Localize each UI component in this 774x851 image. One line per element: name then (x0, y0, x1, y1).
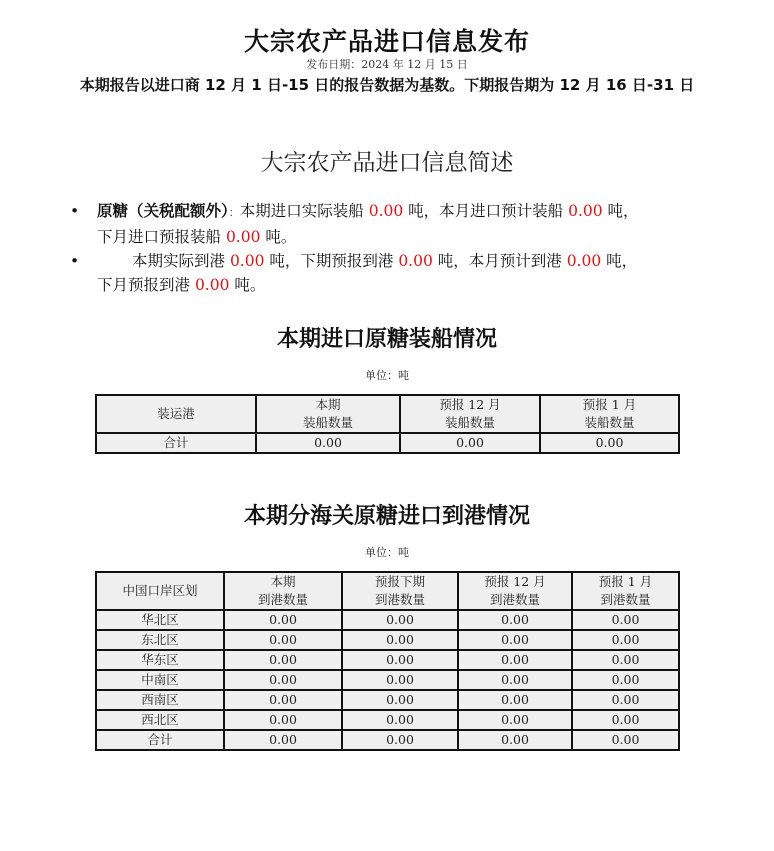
text: 本期进口实际装船 (239, 202, 369, 220)
text: 吨。 (229, 276, 266, 294)
text: 下月进口预报装船 (97, 228, 226, 246)
shipping-table (95, 394, 680, 454)
header-line: 到港数量 (257, 592, 308, 607)
header-cell (224, 572, 342, 610)
cell-value: 0.00 (224, 630, 342, 650)
header-line: 到港数量 (374, 592, 425, 607)
header-cell (458, 572, 572, 610)
header-line: 本期 (270, 574, 296, 589)
cell-value: 0.00 (572, 610, 679, 630)
cell-value: 0.00 (458, 650, 572, 670)
value: 0.00 (229, 252, 265, 270)
cell-value: 0.00 (540, 433, 679, 453)
cell-value: 0.00 (458, 690, 572, 710)
separator: ： (228, 206, 240, 219)
header-cell (256, 395, 400, 433)
cell-value: 0.00 (458, 610, 572, 630)
summary-item-arrival (70, 249, 730, 297)
row-label: 合计 (96, 433, 256, 453)
value: 0.00 (194, 276, 230, 294)
text: 吨， (602, 202, 639, 220)
header-cell (572, 572, 679, 610)
cell-value: 0.00 (572, 710, 679, 730)
value: 0.00 (398, 252, 433, 270)
header-cell: 中国口岸区划 (96, 572, 224, 610)
arrival-table (95, 571, 680, 751)
text: 本期实际到港 (132, 252, 230, 270)
header-line: 预报 12 月 (484, 574, 546, 589)
cell-value: 0.00 (342, 650, 458, 670)
header-line: 预报 1 月 (582, 397, 637, 412)
header-line: 到港数量 (489, 592, 540, 607)
header-cell (540, 395, 679, 433)
cell-value: 0.00 (342, 730, 458, 750)
arrival-section-title: 本期分海关原糖进口到港情况 (243, 504, 530, 529)
table-row (96, 670, 679, 690)
table-row (96, 433, 679, 453)
summary-item-shipping (70, 199, 730, 249)
arrival-unit: 单位：吨 (365, 546, 409, 559)
text: 吨。 (260, 228, 297, 246)
header-cell (342, 572, 458, 610)
cell-value: 0.00 (224, 690, 342, 710)
header-line: 装船数量 (584, 415, 635, 430)
header-line: 到港数量 (600, 592, 651, 607)
value: 0.00 (368, 202, 404, 220)
shipping-section-title: 本期进口原糖装船情况 (276, 327, 497, 352)
shipping-unit: 单位：吨 (365, 369, 409, 382)
table-row (96, 610, 679, 630)
cell-value: 0.00 (342, 690, 458, 710)
cell-value: 0.00 (224, 650, 342, 670)
table-row (96, 690, 679, 710)
text: 吨， (601, 252, 638, 270)
cell-value: 0.00 (458, 630, 572, 650)
table-row (96, 630, 679, 650)
cell-value: 0.00 (342, 670, 458, 690)
row-label: 合计 (96, 730, 224, 750)
publish-date: 发布日期：2024 年 12 月 15 日 (306, 58, 468, 71)
cell-value: 0.00 (224, 670, 342, 690)
header-cell (400, 395, 540, 433)
table-header-row (96, 572, 679, 610)
cell-value: 0.00 (458, 710, 572, 730)
header-line: 装船数量 (302, 415, 353, 430)
value: 0.00 (566, 252, 602, 270)
summary-list (70, 199, 730, 297)
text: 吨，本月预计到港 (432, 252, 567, 270)
row-label: 中南区 (96, 670, 224, 690)
cell-value: 0.00 (224, 730, 342, 750)
cell-value: 0.00 (572, 690, 679, 710)
cell-value: 0.00 (224, 710, 342, 730)
cell-value: 0.00 (342, 710, 458, 730)
cell-value: 0.00 (572, 630, 679, 650)
row-label: 西北区 (96, 710, 224, 730)
header-line: 预报 1 月 (598, 574, 653, 589)
cell-value: 0.00 (458, 730, 572, 750)
cell-value: 0.00 (224, 610, 342, 630)
table-row (96, 650, 679, 670)
row-label: 西南区 (96, 690, 224, 710)
cell-value: 0.00 (572, 670, 679, 690)
row-label: 华东区 (96, 650, 224, 670)
cell-value: 0.00 (572, 730, 679, 750)
header-line: 预报 12 月 (439, 397, 501, 412)
table-row (96, 730, 679, 750)
value: 0.00 (568, 202, 603, 220)
cell-value: 0.00 (572, 650, 679, 670)
header-cell: 装运港 (96, 395, 256, 433)
table-row (96, 710, 679, 730)
text: 吨，下期预报到港 (264, 252, 399, 270)
cell-value: 0.00 (256, 433, 400, 453)
header-line: 装船数量 (444, 415, 495, 430)
summary-title: 大宗农产品进口信息简述 (260, 150, 514, 176)
header-line: 本期 (315, 397, 341, 412)
report-period-notice: 本期报告以进口商 12 月 1 日-15 日的报告数据为基数。下期报告期为 12 月 16 日-31 日 (79, 76, 695, 94)
table-header-row (96, 395, 679, 433)
value: 0.00 (225, 228, 261, 246)
cell-value: 0.00 (400, 433, 540, 453)
text: 吨，本月进口预计装船 (403, 202, 569, 220)
header-line: 预报下期 (374, 574, 425, 589)
product-name: 原糖（关税配额外） (97, 202, 229, 220)
cell-value: 0.00 (342, 630, 458, 650)
page-title: 大宗农产品进口信息发布 (243, 27, 530, 56)
row-label: 华北区 (96, 610, 224, 630)
row-label: 东北区 (96, 630, 224, 650)
cell-value: 0.00 (458, 670, 572, 690)
cell-value: 0.00 (342, 610, 458, 630)
text: 下月预报到港 (97, 276, 195, 294)
arrival-table-body (96, 610, 679, 750)
